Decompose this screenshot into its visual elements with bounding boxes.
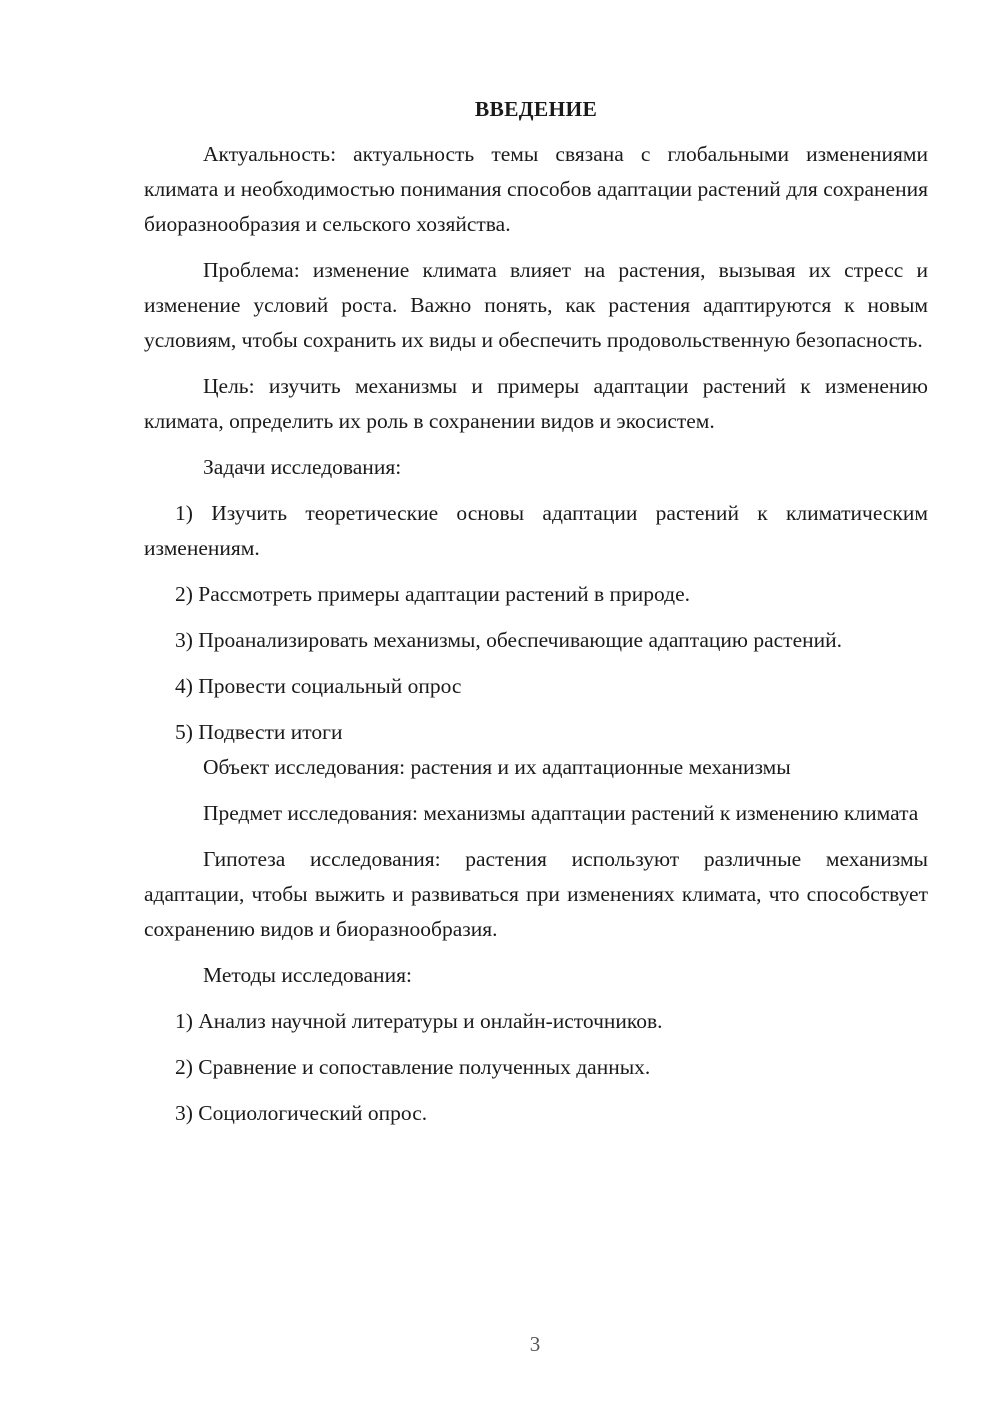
subject-paragraph: Предмет исследования: механизмы адаптации растений к изменению климата bbox=[203, 801, 919, 825]
method-item: 2) Сравнение и сопоставление полученных данных. bbox=[175, 1055, 651, 1079]
hypothesis-paragraph: Гипотеза исследования: растения используют различные механизмы адаптации, чтобы выжить и развиваться при изменениях климата, что способствует сохранению видов и биоразнообразия. bbox=[144, 847, 928, 941]
task-item: 5) Подвести итоги bbox=[175, 720, 343, 744]
method-item: 3) Социологический опрос. bbox=[175, 1101, 428, 1125]
page-number: 3 bbox=[529, 1332, 541, 1356]
task-item: 2) Рассмотреть примеры адаптации растений в природе. bbox=[175, 582, 690, 606]
task-item: 4) Провести социальный опрос bbox=[175, 674, 462, 698]
page-title: ВВЕДЕНИЕ bbox=[474, 97, 598, 121]
method-item: 1) Анализ научной литературы и онлайн-источников. bbox=[175, 1009, 663, 1033]
document-body bbox=[144, 92, 928, 1142]
relevance-paragraph: Актуальность: актуальность темы связана с глобальными изменениями климата и необходимостью понимания способов адаптации растений для сохранения биоразнообразия и сельского хозяйства. bbox=[144, 142, 928, 236]
methods-heading: Методы исследования: bbox=[203, 963, 412, 987]
task-item: 3) Проанализировать механизмы, обеспечивающие адаптацию растений. bbox=[175, 628, 843, 652]
tasks-heading: Задачи исследования: bbox=[203, 455, 402, 479]
object-paragraph: Объект исследования: растения и их адаптационные механизмы bbox=[203, 755, 791, 779]
problem-paragraph: Проблема: изменение климата влияет на растения, вызывая их стресс и изменение условий роста. Важно понять, как растения адаптируются к новым условиям, чтобы сохранить их виды и обеспечить продовольственную безопасность. bbox=[144, 258, 928, 352]
task-item: 1) Изучить теоретические основы адаптации растений к климатическим изменениям. bbox=[144, 501, 928, 560]
goal-paragraph: Цель: изучить механизмы и примеры адаптации растений к изменению климата, определить их роль в сохранении видов и экосистем. bbox=[144, 374, 928, 433]
